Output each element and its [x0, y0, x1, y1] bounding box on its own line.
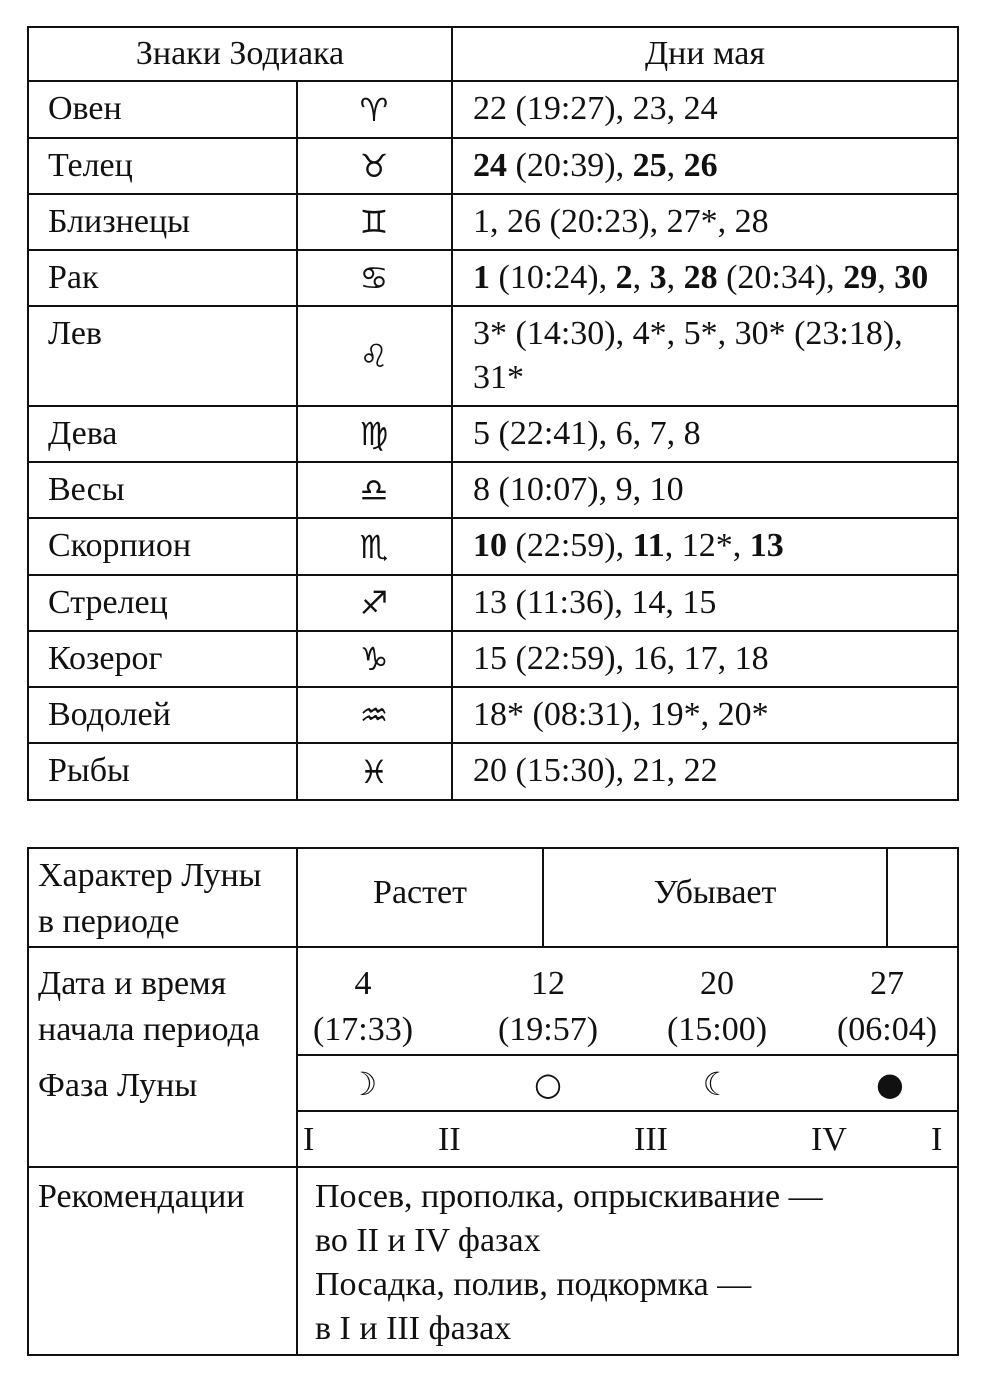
- day-text: , 12*,: [664, 527, 750, 564]
- moon-character-label-line2: в периоде: [38, 903, 180, 940]
- moon-growing: Растет: [373, 874, 467, 911]
- recommendations-label: Рекомендации: [38, 1178, 245, 1215]
- moon-row-sep-character: [27, 946, 959, 948]
- day-text: 3* (14:30), 4*, 5*, 30* (23:18),: [473, 315, 903, 352]
- day-bold: 11: [632, 527, 665, 564]
- moon-date-label-line2: начала периода: [38, 1011, 260, 1048]
- zodiac-row-sep: [27, 249, 959, 251]
- header-may-days: Дни мая: [644, 35, 766, 72]
- zodiac-sign-name: Козерог: [48, 640, 163, 677]
- moon-phase-label: Фаза Луны: [38, 1067, 198, 1104]
- zodiac-days: [473, 523, 784, 569]
- zodiac-symbol-icon: ♎: [359, 471, 389, 509]
- recommendation-line: в I и III фазах: [315, 1310, 512, 1347]
- zodiac-row-sep: [27, 574, 959, 576]
- moon-border-bottom: [27, 1354, 959, 1356]
- zodiac-symbol-icon: ♊: [359, 203, 389, 241]
- zodiac-sign-name: Водолей: [48, 696, 171, 733]
- day-bold: 24: [473, 147, 507, 184]
- day-bold: 3: [649, 259, 667, 296]
- moon-row-sep-phase: [296, 1110, 959, 1112]
- moon-waning: Убывает: [653, 874, 777, 911]
- zodiac-days: [473, 199, 769, 245]
- moon-row-sep-dates: [296, 1054, 959, 1056]
- day-bold: 2: [615, 259, 633, 296]
- recommendation-line: Посадка, полив, подкормка —: [315, 1266, 752, 1303]
- zodiac-days: [473, 467, 684, 513]
- zodiac-border-top: [27, 26, 959, 28]
- phase-number: III: [634, 1121, 668, 1158]
- zodiac-days: [473, 311, 903, 357]
- day-text: ,: [632, 259, 650, 296]
- day-bold: 29: [843, 259, 878, 296]
- zodiac-row-sep: [27, 305, 959, 307]
- zodiac-row-sep: [27, 193, 959, 195]
- zodiac-sign-name: Стрелец: [48, 584, 168, 621]
- day-text: ,: [666, 259, 684, 296]
- zodiac-col-sep-symbol: [296, 80, 298, 800]
- period-time: (15:00): [666, 1011, 768, 1048]
- zodiac-symbol-icon: ♐: [359, 584, 389, 622]
- period-date: 27: [870, 965, 904, 1002]
- zodiac-symbol-icon: ♑: [359, 640, 389, 678]
- day-bold: 25: [632, 147, 667, 184]
- zodiac-row-sep: [27, 742, 959, 744]
- moon-date-label-line1: Дата и время: [38, 965, 227, 1002]
- moon-col-sep-waning: [886, 847, 888, 948]
- phase-number: I: [303, 1121, 315, 1158]
- day-text: 20 (15:30), 21, 22: [473, 752, 718, 789]
- day-bold: 26: [683, 147, 718, 184]
- zodiac-symbol-icon: ♒: [359, 696, 389, 734]
- zodiac-row-sep: [27, 630, 959, 632]
- zodiac-days: [473, 411, 701, 457]
- moon-border-top: [27, 847, 959, 849]
- zodiac-symbol-icon: ♌: [359, 337, 389, 375]
- zodiac-symbol-icon: ♉: [359, 147, 389, 185]
- day-text: 22 (19:27), 23, 24: [473, 90, 718, 127]
- day-text: ,: [666, 147, 684, 184]
- zodiac-symbol-icon: ♍: [359, 415, 389, 453]
- zodiac-days: [473, 580, 716, 626]
- zodiac-sign-name: Дева: [48, 415, 118, 452]
- zodiac-sign-name: Рак: [48, 259, 99, 296]
- period-time: (06:04): [836, 1011, 938, 1048]
- zodiac-sign-name: Рыбы: [48, 752, 130, 789]
- day-text: (20:34),: [717, 259, 844, 296]
- zodiac-sign-name: Овен: [48, 90, 122, 127]
- period-date: 12: [531, 965, 565, 1002]
- day-text: 13 (11:36), 14, 15: [473, 584, 717, 621]
- day-text: 8 (10:07), 9, 10: [473, 471, 684, 508]
- zodiac-days: [473, 692, 769, 738]
- header-zodiac-signs: Знаки Зодиака: [135, 35, 345, 72]
- recommendation-line: во II и IV фазах: [315, 1222, 541, 1259]
- full-moon-icon: ○: [534, 1065, 562, 1103]
- zodiac-border-right: [957, 26, 959, 801]
- phase-number: II: [438, 1121, 461, 1158]
- zodiac-days: [473, 255, 928, 301]
- zodiac-row-sep: [27, 461, 959, 463]
- period-time: (19:57): [497, 1011, 599, 1048]
- phase-number: I: [931, 1121, 943, 1158]
- day-text: 5 (22:41), 6, 7, 8: [473, 415, 701, 452]
- zodiac-days: [473, 86, 718, 132]
- zodiac-border-left: [27, 26, 29, 801]
- zodiac-row-sep: [27, 80, 959, 82]
- moon-character-label-line1: Характер Луны: [38, 857, 262, 894]
- phase-number: IV: [811, 1121, 847, 1158]
- day-bold: 10: [473, 527, 507, 564]
- zodiac-row-sep: [27, 137, 959, 139]
- day-text: 1, 26 (20:23), 27*, 28: [473, 203, 769, 240]
- zodiac-sign-name: Лев: [48, 315, 102, 352]
- recommendation-line: Посев, прополка, опрыскивание —: [315, 1178, 823, 1215]
- zodiac-symbol-icon: ♏: [359, 527, 389, 566]
- day-bold: 30: [894, 259, 929, 296]
- zodiac-border-bottom: [27, 799, 959, 801]
- last-quarter-moon-icon: ☾: [702, 1065, 732, 1103]
- zodiac-row-sep: [27, 405, 959, 407]
- day-text: ,: [877, 259, 895, 296]
- day-bold: 1: [473, 259, 490, 296]
- zodiac-sign-name: Скорпион: [48, 527, 192, 564]
- day-text: 15 (22:59), 16, 17, 18: [473, 640, 769, 677]
- zodiac-row-sep: [27, 517, 959, 519]
- zodiac-col-sep-days: [451, 26, 453, 801]
- first-quarter-moon-icon: ☽: [348, 1065, 378, 1103]
- zodiac-days: [473, 143, 718, 189]
- zodiac-symbol-icon: ♈: [359, 90, 389, 129]
- new-moon-icon: ●: [876, 1065, 904, 1103]
- day-text: (20:39),: [507, 147, 633, 184]
- zodiac-row-sep: [27, 686, 959, 688]
- day-bold: 13: [749, 527, 784, 564]
- period-time: (17:33): [312, 1011, 414, 1048]
- moon-border-left: [27, 847, 29, 1356]
- zodiac-sign-name: Близнецы: [48, 203, 190, 240]
- day-text: (22:59),: [507, 527, 633, 564]
- zodiac-sign-name: Телец: [48, 147, 133, 184]
- day-text: (10:24),: [490, 259, 616, 296]
- zodiac-days-line2: 31*: [473, 359, 524, 396]
- moon-row-sep-recommendations: [27, 1166, 959, 1168]
- zodiac-sign-name: Весы: [48, 471, 125, 508]
- zodiac-symbol-icon: ♓: [359, 752, 389, 791]
- zodiac-symbol-icon: ♋: [359, 259, 389, 297]
- moon-border-right: [957, 847, 959, 1356]
- moon-col-sep-label: [296, 847, 298, 1356]
- period-date: 4: [354, 965, 372, 1002]
- zodiac-days: [473, 636, 769, 682]
- day-bold: 28: [683, 259, 718, 296]
- day-text: 18* (08:31), 19*, 20*: [473, 696, 769, 733]
- period-date: 20: [700, 965, 734, 1002]
- zodiac-days: [473, 748, 718, 794]
